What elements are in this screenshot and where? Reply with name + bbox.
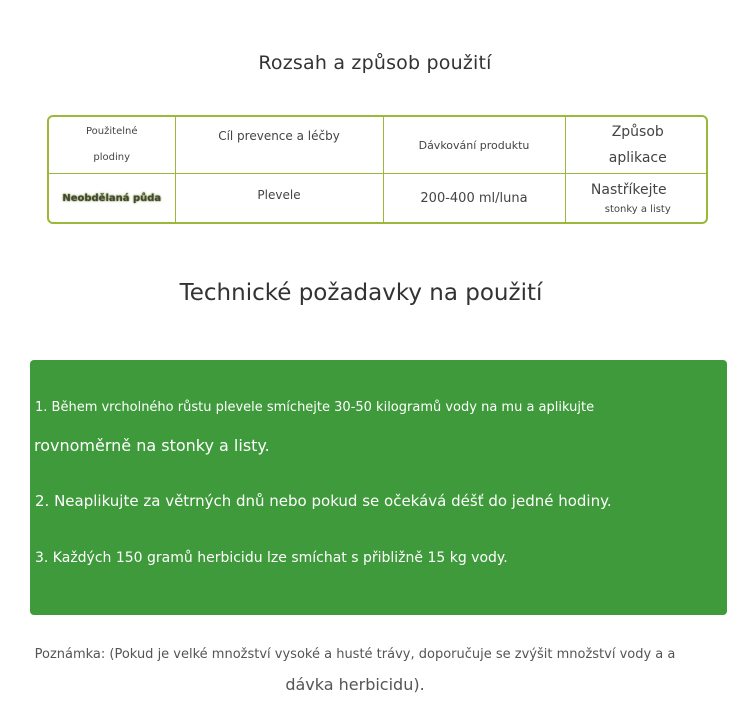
header-method — [565, 117, 708, 174]
cell-crop: Neobdělaná půda — [49, 174, 175, 223]
header-target: Cíl prevence a léčby — [175, 117, 383, 174]
requirement-1-line2: rovnoměrně na stonky a listy. — [34, 436, 270, 455]
header-method-line2: aplikace — [608, 150, 667, 166]
header-crops-line1: Použitelné — [86, 126, 138, 137]
cell-dosage: 200-400 ml/luna — [383, 174, 565, 223]
requirement-2: 2. Neaplikujte za větrných dnů nebo pokud se očekává déšť do jedné hodiny. — [35, 492, 612, 510]
section-title-usage: Rozsah a způsob použití — [258, 52, 492, 74]
note — [0, 640, 710, 700]
requirement-3: 3. Každých 150 gramů herbicidu lze smíchat s přibližně 15 kg vody. — [35, 550, 508, 566]
cell-method — [565, 174, 708, 223]
header-dosage: Dávkování produktu — [383, 117, 565, 174]
table-header-row — [49, 117, 708, 174]
cell-method-line2: stonky a listy — [604, 203, 671, 215]
usage-table — [47, 115, 708, 224]
header-crops-line2: plodiny — [93, 152, 131, 163]
cell-target: Plevele — [175, 174, 383, 223]
note-line1: Poznámka: (Pokud je velké množství vysoké a husté trávy, doporučuje se zvýšit množství vody a a — [34, 647, 676, 662]
table-row — [49, 174, 708, 223]
header-crops — [49, 117, 175, 174]
requirements-box — [30, 360, 727, 615]
requirement-1-line1: 1. Během vrcholného růstu plevele smíchejte 30-50 kilogramů vody na mu a aplikujte — [35, 400, 595, 415]
note-line2: dávka herbicidu). — [285, 675, 425, 694]
section-title-technical: Technické požadavky na použití — [179, 280, 543, 306]
cell-method-line1: Nastříkejte — [590, 181, 667, 198]
header-method-line1: Způsob — [611, 124, 664, 140]
